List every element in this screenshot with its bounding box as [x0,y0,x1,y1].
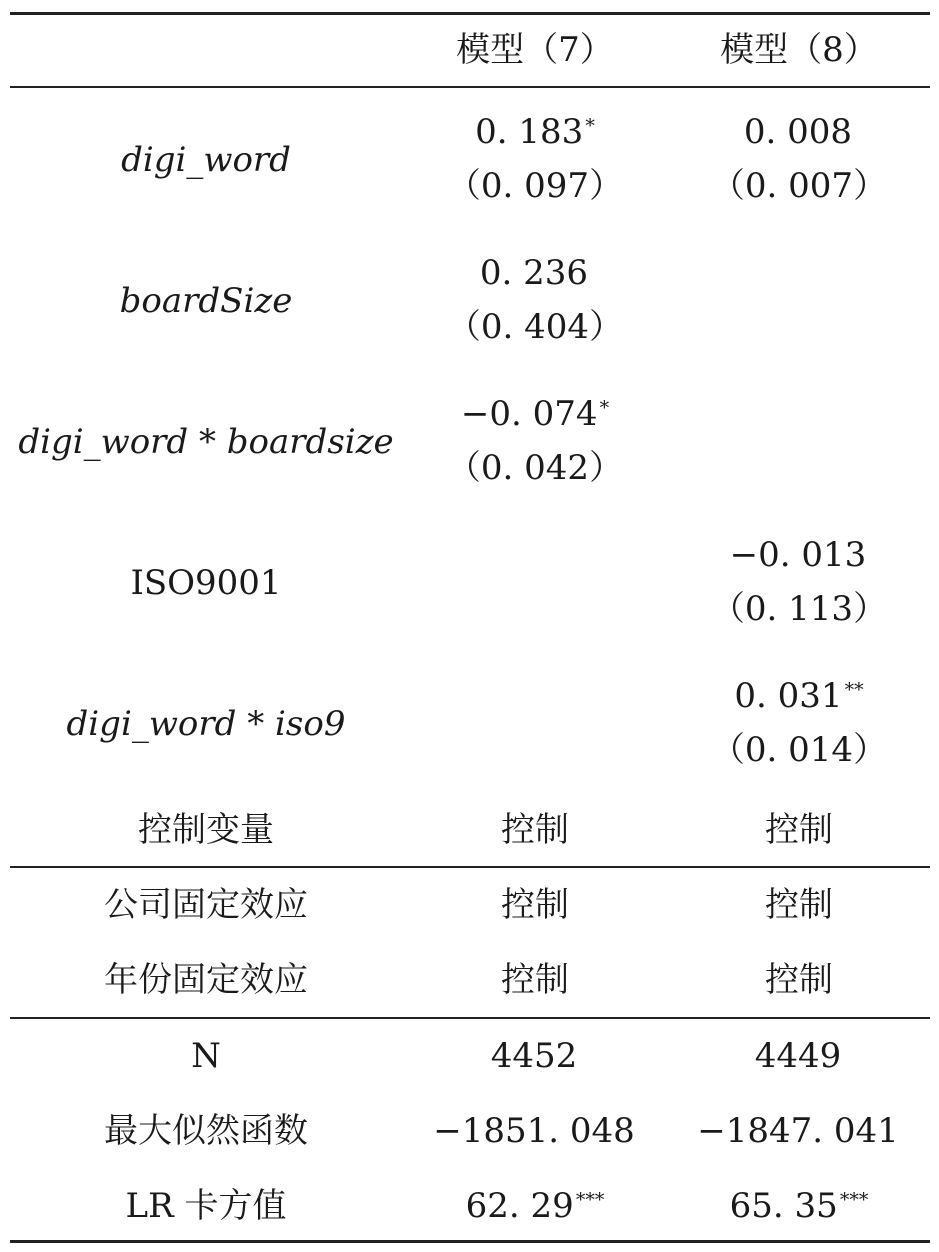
coef-value: −0. 013 [729,535,867,575]
year-fe-m7: 控制 [501,960,569,1000]
row-label: ISO9001 [130,563,282,603]
header-model-8: 模型（8） [720,30,878,70]
significance-stars: ** [844,679,864,701]
row-label: digi_word * boardsize [18,422,394,462]
coef-value: 0. 236 [479,253,589,293]
coef-cell [402,394,668,488]
std-error: （0. 404） [446,307,624,347]
significance-stars: *** [839,1189,869,1211]
fe-rule [10,1017,930,1019]
coef-value: −0. 074 [460,394,598,434]
coef-value: 0. 183 [475,112,584,152]
loglik-m8 [668,1111,930,1151]
top-rule [10,12,930,15]
significance-stars: *** [575,1189,605,1211]
row-label: digi_word * iso9 [66,704,346,744]
header-rule [10,86,930,88]
header-model-7: 模型（7） [456,30,614,70]
lr-chi2-m7 [402,1186,668,1226]
firm-fe-label: 公司固定效应 [104,885,308,925]
row-label: boardSize [119,281,293,321]
lr-chi2-label: LR 卡方值 [125,1186,287,1226]
stat-value: 4452 [490,1036,578,1076]
n-m8 [668,1036,930,1076]
coef-value: 0. 008 [743,112,853,152]
std-error: （0. 113） [710,589,888,629]
controls-rule [10,866,930,868]
row-label: digi_word [121,140,291,180]
firm-fe-m7: 控制 [501,885,569,925]
loglik-label: 最大似然函数 [104,1111,308,1151]
std-error: （0. 014） [710,730,888,770]
coef-cell [668,676,930,770]
std-error: （0. 097） [446,166,624,206]
year-fe-label: 年份固定效应 [104,960,308,1000]
stat-value: −1851. 048 [433,1111,635,1151]
firm-fe-m8: 控制 [765,885,833,925]
coef-cell [402,112,668,206]
significance-stars: * [585,115,595,137]
loglik-m7 [402,1111,668,1151]
coef-value: 0. 031 [734,676,843,716]
std-error: （0. 042） [446,448,624,488]
stat-value: −1847. 041 [697,1111,899,1151]
year-fe-m8: 控制 [765,960,833,1000]
coef-cell [668,112,930,206]
controls-m8: 控制 [765,810,833,850]
lr-chi2-m8 [668,1186,930,1226]
controls-m7: 控制 [501,810,569,850]
stat-value: 65. 35 [729,1186,838,1226]
stat-value: 4449 [754,1036,842,1076]
n-label: N [191,1036,221,1076]
n-m7 [402,1036,668,1076]
controls-label: 控制变量 [138,810,274,850]
coef-cell [668,535,930,629]
significance-stars: * [599,397,610,419]
bottom-rule [10,1240,930,1243]
stat-value: 62. 29 [465,1186,574,1226]
coef-cell [402,253,668,347]
std-error: （0. 007） [710,166,888,206]
